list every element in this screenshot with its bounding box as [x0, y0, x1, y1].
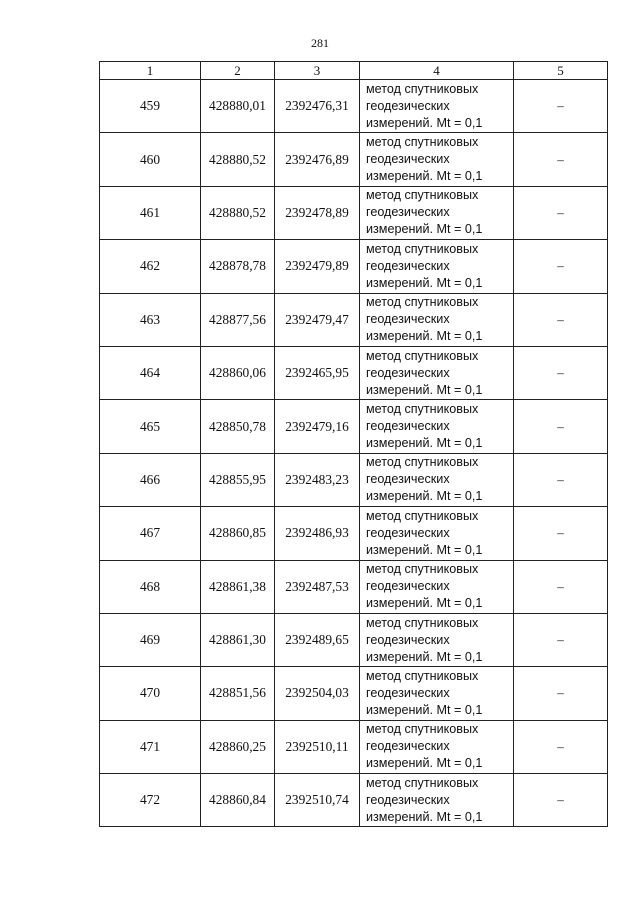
table-row [100, 80, 608, 133]
x-coordinate-cell: 428850,78 [201, 400, 275, 453]
x-coordinate-cell: 428860,06 [201, 346, 275, 399]
point-number-cell: 460 [100, 133, 201, 186]
method-line: геодезических [366, 312, 450, 327]
method-cell [360, 667, 514, 720]
point-number-cell: 464 [100, 346, 201, 399]
table-row [100, 186, 608, 239]
table-row [100, 133, 608, 186]
table-row [100, 613, 608, 666]
point-number-cell: 469 [100, 613, 201, 666]
table-row [100, 240, 608, 293]
y-coordinate-cell: 2392476,31 [275, 80, 360, 133]
table-row [100, 667, 608, 720]
method-line: геодезических [366, 739, 450, 754]
column-header: 4 [360, 62, 514, 80]
note-cell: – [514, 346, 608, 399]
method-line: метод спутниковых [366, 188, 479, 203]
note-cell: – [514, 507, 608, 560]
y-coordinate-cell: 2392478,89 [275, 186, 360, 239]
table-row [100, 507, 608, 560]
method-cell [360, 80, 514, 133]
point-number-cell: 461 [100, 186, 201, 239]
method-cell [360, 240, 514, 293]
method-line: геодезических [366, 258, 450, 273]
method-cell [360, 720, 514, 773]
point-number-cell: 465 [100, 400, 201, 453]
method-line: измерений. Mt = 0,1 [366, 115, 483, 130]
note-cell: – [514, 560, 608, 613]
point-number-cell: 459 [100, 80, 201, 133]
method-line: геодезических [366, 632, 450, 647]
y-coordinate-cell: 2392483,23 [275, 453, 360, 506]
table-row [100, 293, 608, 346]
method-cell [360, 293, 514, 346]
method-line: измерений. Mt = 0,1 [366, 436, 483, 451]
method-line: измерений. Mt = 0,1 [366, 596, 483, 611]
method-line: метод спутниковых [366, 81, 479, 96]
note-cell: – [514, 774, 608, 827]
point-number-cell: 463 [100, 293, 201, 346]
table-row [100, 453, 608, 506]
method-line: метод спутниковых [366, 348, 479, 363]
method-line: измерений. Mt = 0,1 [366, 382, 483, 397]
table-body [100, 80, 608, 827]
method-line: геодезических [366, 152, 450, 167]
x-coordinate-cell: 428880,01 [201, 80, 275, 133]
note-cell: – [514, 133, 608, 186]
point-number-cell: 471 [100, 720, 201, 773]
method-line: метод спутниковых [366, 455, 479, 470]
method-line: метод спутниковых [366, 402, 479, 417]
method-cell [360, 133, 514, 186]
note-cell: – [514, 80, 608, 133]
note-cell: – [514, 613, 608, 666]
method-line: геодезических [366, 472, 450, 487]
table-row [100, 346, 608, 399]
method-line: геодезических [366, 98, 450, 113]
column-header: 2 [201, 62, 275, 80]
method-line: геодезических [366, 579, 450, 594]
method-line: измерений. Mt = 0,1 [366, 702, 483, 717]
x-coordinate-cell: 428861,38 [201, 560, 275, 613]
table-row [100, 720, 608, 773]
note-cell: – [514, 240, 608, 293]
method-line: метод спутниковых [366, 508, 479, 523]
x-coordinate-cell: 428860,85 [201, 507, 275, 560]
method-cell [360, 400, 514, 453]
table-header [100, 62, 608, 80]
method-line: метод спутниковых [366, 722, 479, 737]
method-line: измерений. Mt = 0,1 [366, 222, 483, 237]
method-line: измерений. Mt = 0,1 [366, 542, 483, 557]
y-coordinate-cell: 2392504,03 [275, 667, 360, 720]
y-coordinate-cell: 2392487,53 [275, 560, 360, 613]
method-line: геодезических [366, 525, 450, 540]
method-cell [360, 560, 514, 613]
note-cell: – [514, 720, 608, 773]
method-line: метод спутниковых [366, 668, 479, 683]
y-coordinate-cell: 2392489,65 [275, 613, 360, 666]
x-coordinate-cell: 428878,78 [201, 240, 275, 293]
column-header: 5 [514, 62, 608, 80]
method-line: метод спутниковых [366, 241, 479, 256]
method-cell [360, 186, 514, 239]
method-line: измерений. Mt = 0,1 [366, 275, 483, 290]
y-coordinate-cell: 2392479,16 [275, 400, 360, 453]
y-coordinate-cell: 2392510,74 [275, 774, 360, 827]
note-cell: – [514, 400, 608, 453]
column-header: 3 [275, 62, 360, 80]
method-line: измерений. Mt = 0,1 [366, 756, 483, 771]
method-line: метод спутниковых [366, 615, 479, 630]
note-cell: – [514, 293, 608, 346]
note-cell: – [514, 667, 608, 720]
method-cell [360, 453, 514, 506]
method-line: метод спутниковых [366, 135, 479, 150]
method-line: геодезических [366, 365, 450, 380]
point-number-cell: 462 [100, 240, 201, 293]
method-line: измерений. Mt = 0,1 [366, 649, 483, 664]
y-coordinate-cell: 2392510,11 [275, 720, 360, 773]
y-coordinate-cell: 2392465,95 [275, 346, 360, 399]
y-coordinate-cell: 2392476,89 [275, 133, 360, 186]
method-line: геодезических [366, 685, 450, 700]
x-coordinate-cell: 428851,56 [201, 667, 275, 720]
point-number-cell: 470 [100, 667, 201, 720]
x-coordinate-cell: 428860,25 [201, 720, 275, 773]
table-row [100, 774, 608, 827]
method-line: метод спутниковых [366, 295, 479, 310]
method-cell [360, 507, 514, 560]
note-cell: – [514, 453, 608, 506]
method-cell [360, 613, 514, 666]
header-row [100, 62, 608, 80]
method-line: измерений. Mt = 0,1 [366, 329, 483, 344]
method-line: метод спутниковых [366, 775, 479, 790]
x-coordinate-cell: 428855,95 [201, 453, 275, 506]
x-coordinate-cell: 428860,84 [201, 774, 275, 827]
point-number-cell: 468 [100, 560, 201, 613]
page-number: 281 [311, 36, 329, 50]
coordinates-table [99, 61, 608, 827]
column-header: 1 [100, 62, 201, 80]
note-cell: – [514, 186, 608, 239]
table-row [100, 400, 608, 453]
point-number-cell: 472 [100, 774, 201, 827]
method-line: измерений. Mt = 0,1 [366, 809, 483, 824]
y-coordinate-cell: 2392486,93 [275, 507, 360, 560]
x-coordinate-cell: 428877,56 [201, 293, 275, 346]
x-coordinate-cell: 428880,52 [201, 133, 275, 186]
y-coordinate-cell: 2392479,89 [275, 240, 360, 293]
point-number-cell: 466 [100, 453, 201, 506]
method-cell [360, 346, 514, 399]
x-coordinate-cell: 428861,30 [201, 613, 275, 666]
method-line: геодезических [366, 419, 450, 434]
x-coordinate-cell: 428880,52 [201, 186, 275, 239]
method-line: метод спутниковых [366, 562, 479, 577]
method-line: геодезических [366, 205, 450, 220]
table-row [100, 560, 608, 613]
method-cell [360, 774, 514, 827]
y-coordinate-cell: 2392479,47 [275, 293, 360, 346]
method-line: измерений. Mt = 0,1 [366, 169, 483, 184]
method-line: геодезических [366, 792, 450, 807]
method-line: измерений. Mt = 0,1 [366, 489, 483, 504]
point-number-cell: 467 [100, 507, 201, 560]
